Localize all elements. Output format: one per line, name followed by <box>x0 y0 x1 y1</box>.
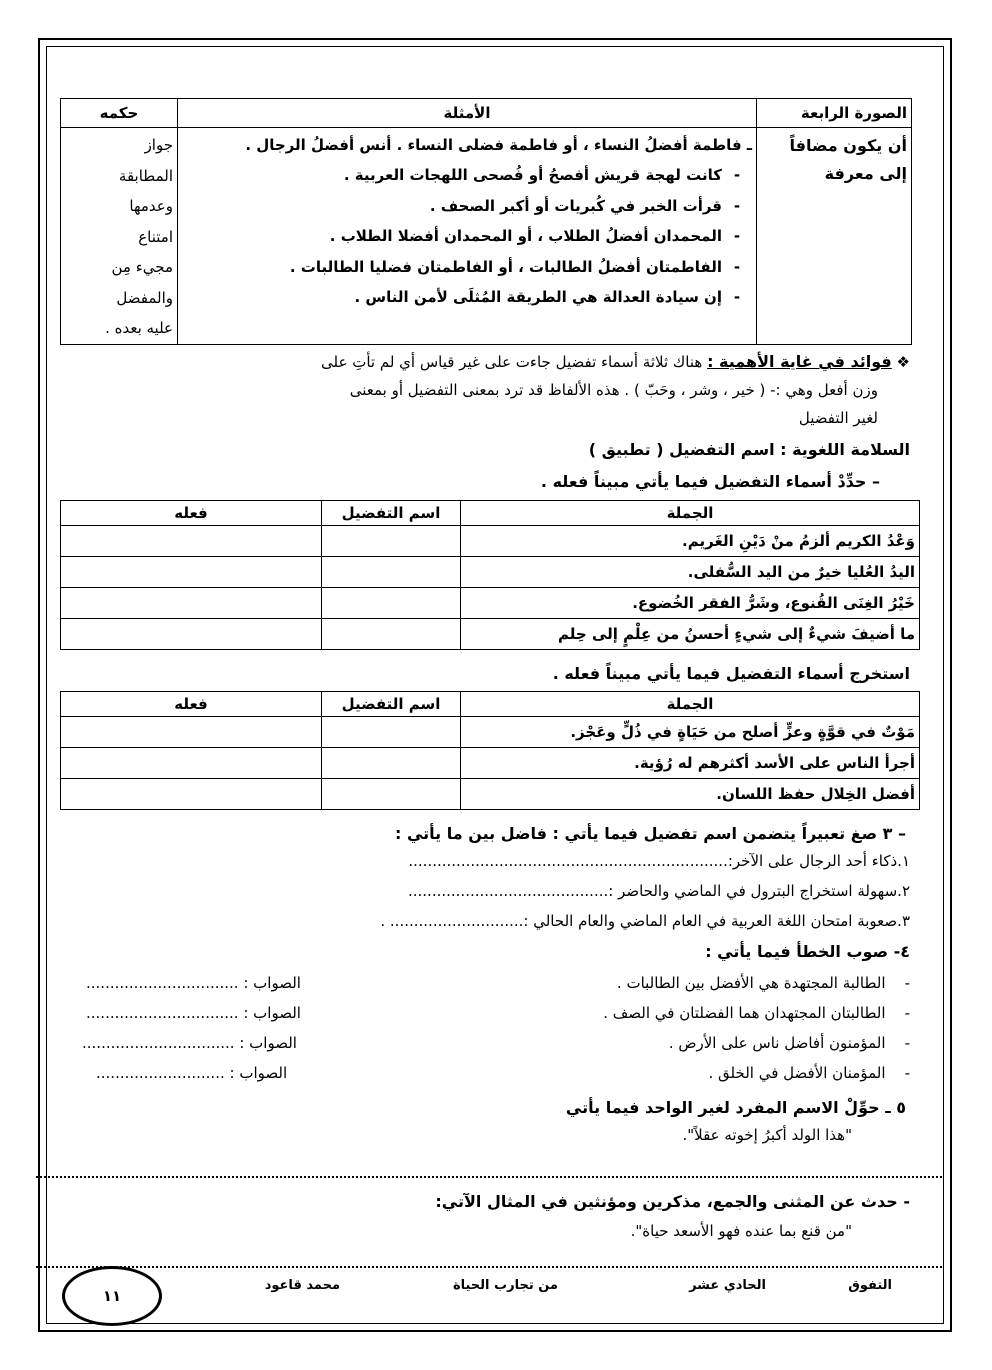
correction-answer[interactable]: الصواب : ........................... <box>96 1064 288 1082</box>
correction-item: - المؤمنون أفاضل ناس على الأرض . <box>668 1034 910 1052</box>
correction-item: - المؤمنان الأفضل في الخلق . <box>708 1064 910 1082</box>
footer-excellence: التفوق <box>848 1278 892 1293</box>
diamond-bullet-icon: ❖ <box>896 353 910 371</box>
answer-cell[interactable] <box>322 526 461 557</box>
example-line: -قرأت الخبر في كُبريات أو أكبر الصحف . <box>429 196 741 215</box>
table-header-row <box>61 99 912 128</box>
judgment-cell: جواز المطابقة وعدمها امتناع مجيء مِن والمفضل عليه بعده . <box>61 128 178 345</box>
exercise1-table <box>60 500 920 650</box>
answer-cell[interactable] <box>322 748 461 779</box>
answer-cell[interactable] <box>322 588 461 619</box>
page-number: ١١ <box>62 1266 162 1326</box>
notes-line-1: هناك ثلاثة أسماء تفضيل جاءت على غير قياس أي لم تأتِ على <box>321 353 703 371</box>
exercise6-quote: "من قنع بما عنده فهو الأسعد حياة". <box>630 1222 852 1240</box>
correction-item: - الطالبتان المجتهدان هما الفضلتان في الصف . <box>603 1004 910 1022</box>
answer-cell[interactable] <box>322 557 461 588</box>
table-row: وَعْدُ الكريم ألزمُ منْ دَيْنِ الغَريم. <box>61 526 920 557</box>
first-example: ـ فاطمة أفضلُ النساء ، أو فاطمة فضلى النساء . أنس أفضلُ الرجال . <box>245 136 752 154</box>
answer-cell[interactable] <box>61 557 322 588</box>
exercise2-instruction: استخرج أسماء التفضيل فيما يأتي مبيناً فعله . <box>552 664 910 683</box>
answer-cell[interactable] <box>61 748 322 779</box>
table-row: ما أضيفَ شيءٌ إلى شيءٍ أحسنُ من عِلْمٍ إلى حِلم <box>61 619 920 650</box>
notes-line-3: لغير التفضيل <box>798 409 878 427</box>
exercise3-item-3: ٣.صعوبة امتحان اللغة العربية في العام الماضي والعام الحالي :............................ . <box>380 912 910 930</box>
example-line: -الفاطمتان أفضلُ الطالبات ، أو الفاطمتان فضليا الطالبات . <box>289 257 741 276</box>
table-header-row: الجملة اسم التفضيل فعله <box>61 501 920 526</box>
example-line: -إن سيادة العدالة هي الطريقة المُثلَى لأمن الناس . <box>354 288 741 306</box>
exercise3-item-2: ٢.سهولة استخراج البترول في الماضي والحاضر :.......................................... <box>407 882 910 900</box>
header-form: الصورة الرابعة <box>757 99 912 128</box>
answer-cell[interactable] <box>61 717 322 748</box>
examples-cell <box>178 128 757 345</box>
table-row: خَيْرُ الغِنَى القُنوع، وشَرُّ الفقر الخُضوع. <box>61 588 920 619</box>
table-row: اليدُ العُليا خيرٌ من اليد السُّفلى. <box>61 557 920 588</box>
correction-answer[interactable]: الصواب : ................................ <box>86 974 301 992</box>
table-row <box>61 128 912 345</box>
table-row: مَوْتٌ في قوَّةٍ وعزٍّ أصلح من حَيَاةٍ في ذُلٍّ وعَجْز. <box>61 717 920 748</box>
header-examples: الأمثلة <box>178 99 757 128</box>
table-header-row: الجملة اسم التفضيل فعله <box>61 692 920 717</box>
answer-cell[interactable] <box>61 779 322 810</box>
answer-dotted-line[interactable] <box>36 1176 942 1178</box>
example-line: -كانت لهجة قريش أفصحُ أو فُصحى اللهجات العربية . <box>343 166 741 184</box>
table-row: أفضل الخِلال حفظ اللسان. <box>61 779 920 810</box>
section-title: السلامة اللغوية : اسم التفضيل ( تطبيق ) <box>588 440 910 459</box>
important-notes <box>80 348 910 432</box>
exercise3-item-1: ١.ذكاء أحد الرجال على الآخر:................................................................... <box>408 852 910 870</box>
footer-author: محمد قاعود <box>264 1278 340 1293</box>
form-cell: أن يكون مضافاً إلى معرفة <box>757 128 912 345</box>
answer-cell[interactable] <box>322 779 461 810</box>
answer-cell[interactable] <box>61 588 322 619</box>
example-line: -المحمدان أفضلُ الطلاب ، أو المحمدان أفضلا الطلاب . <box>329 227 741 245</box>
answer-cell[interactable] <box>61 619 322 650</box>
answer-cell[interactable] <box>322 717 461 748</box>
exercise4-instruction: ٤- صوب الخطأ فيما يأتي : <box>705 942 910 961</box>
exercise2-table <box>60 691 920 810</box>
fourth-form-table <box>60 98 912 345</box>
table-row: أجرأ الناس على الأسد أكثرهم له رُؤية. <box>61 748 920 779</box>
correction-answer[interactable]: الصواب : ................................ <box>86 1004 301 1022</box>
exercise6-instruction: - حدث عن المثنى والجمع، مذكرين ومؤنثين في المثال الآتي: <box>435 1192 910 1211</box>
correction-answer[interactable]: الصواب : ................................ <box>82 1034 297 1052</box>
notes-title: فوائد في غاية الأهمية : <box>707 352 892 371</box>
answer-dotted-line[interactable] <box>36 1266 942 1268</box>
exercise5-quote: "هذا الولد أكبرُ إخوته عقلاً". <box>682 1126 852 1144</box>
exercise3-instruction: – ٣ صغ تعبيراً يتضمن اسم تفضيل فيما يأتي : فاضل بين ما يأتي : <box>394 824 906 843</box>
exercise1-instruction: – حدِّدْ أسماء التفضيل فيما يأتي مبيناً فعله . <box>540 472 880 491</box>
header-judgment: حكمه <box>61 99 178 128</box>
notes-line-2: وزن أفعل وهي :- ( خير ، وشر ، وحَبّ ) . هذه الألفاظ قد ترد بمعنى التفضيل أو بمعنى <box>349 381 878 399</box>
footer-source: من تجارب الحياة <box>452 1278 558 1293</box>
exercise5-instruction: ٥ ـ حوِّلْ الاسم المفرد لغير الواحد فيما يأتي <box>565 1098 906 1117</box>
footer-grade: الحادي عشر <box>689 1278 766 1293</box>
answer-cell[interactable] <box>61 526 322 557</box>
answer-cell[interactable] <box>322 619 461 650</box>
correction-item: - الطالبة المجتهدة هي الأفضل بين الطالبات . <box>616 974 910 992</box>
